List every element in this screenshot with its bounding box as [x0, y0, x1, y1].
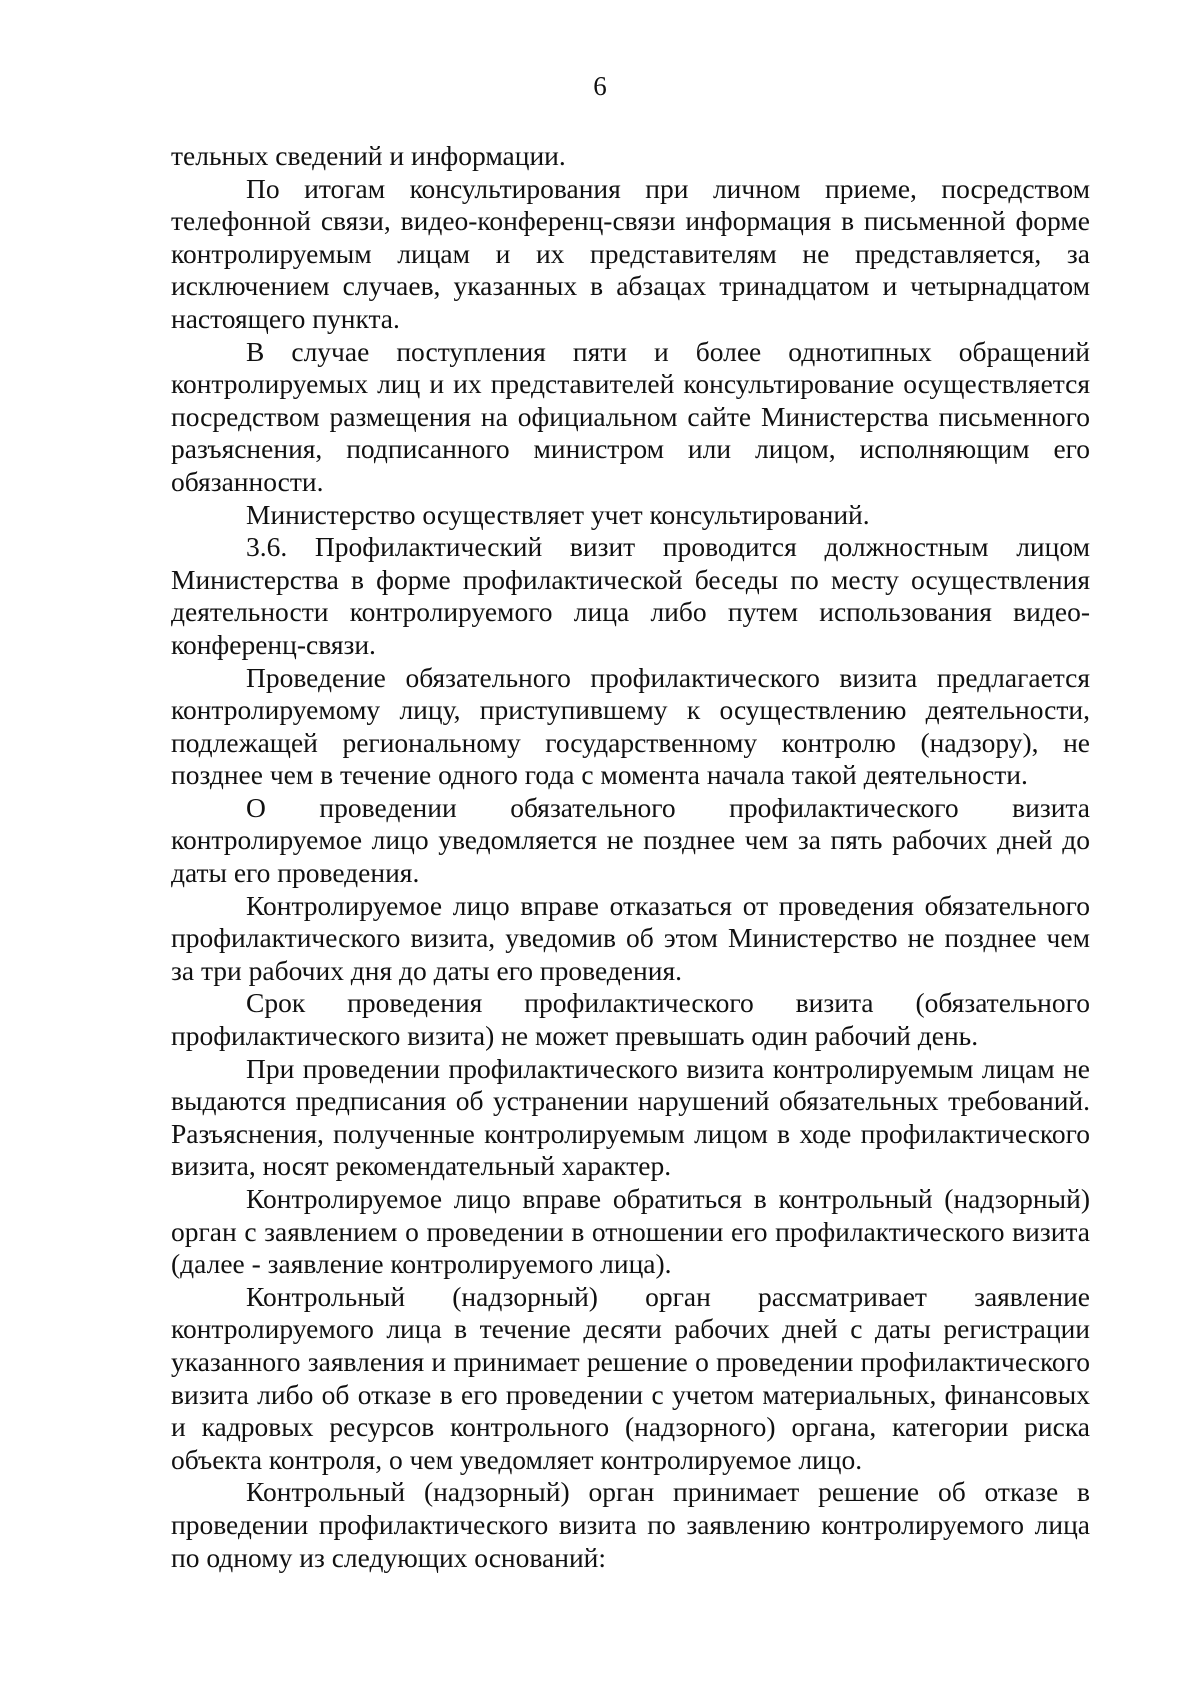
paragraph-no-orders: При проведении профилактического визита контролируемым лицам не выдаются предписания об устранении нарушений обязательных требований. Разъяснения, полученные контролируемым лицом в ходе профилактического визита, носят рекомендательный характер. — [171, 1052, 1090, 1182]
paragraph-similar-requests: В случае поступления пяти и более однотипных обращений контролируемых лиц и их представителей консультирование осуществляется посредством размещения на официальном сайте Министерства письменного разъяснения, подписанного министром или лицом, исполняющим его обязанности. — [171, 335, 1090, 497]
document-body — [171, 140, 1090, 1574]
paragraph-consultation-result: По итогам консультирования при личном приеме, посредством телефонной связи, видео-конференц-связи информация в письменной форме контролируемым лицам и их представителям не представляется, за исключением случаев, указанных в абзацах тринадцатом и четырнадцатом настоящего пункта. — [171, 172, 1090, 334]
paragraph-visit-refusal: Контролируемое лицо вправе отказаться от проведения обязательного профилактического визита, уведомив об этом Министерство не позднее чем за три рабочих дня до даты его проведения. — [171, 889, 1090, 986]
paragraph-visit-duration: Срок проведения профилактического визита (обязательного профилактического визита) не может превышать один рабочий день. — [171, 987, 1090, 1052]
paragraph-3-6-preventive-visit: 3.6. Профилактический визит проводится должностным лицом Министерства в форме профилактической беседы по месту осуществления деятельности контролируемого лица либо путем использования видео-конференц-связи. — [171, 531, 1090, 660]
paragraph-refusal-grounds: Контрольный (надзорный) орган принимает решение об отказе в проведении профилактического визита по заявлению контролируемого лица по одному из следующих оснований: — [171, 1476, 1090, 1573]
paragraph-continuation: тельных сведений и информации. — [171, 140, 566, 171]
paragraph-visit-notification: О проведении обязательного профилактического визита контролируемое лицо уведомляется не позднее чем за пять рабочих дней до даты его проведения. — [171, 791, 1090, 889]
paragraph-application-review: Контрольный (надзорный) орган рассматривает заявление контролируемого лица в течение десяти рабочих дней с даты регистрации указанного заявления и принимает решение о проведении профилактического визита либо об отказе в его проведении с учетом материальных, финансовых и кадровых ресурсов контрольного (надзорного) органа, категории риска объекта контроля, о чем уведомляет контролируемое лицо. — [171, 1280, 1090, 1475]
paragraph-consultation-accounting: Министерство осуществляет учет консультирований. — [246, 498, 870, 530]
paragraph-visit-application: Контролируемое лицо вправе обратиться в контрольный (надзорный) орган с заявлением о проведении в отношении его профилактического визита (далее - заявление контролируемого лица). — [171, 1183, 1090, 1280]
paragraph-mandatory-visit: Проведение обязательного профилактического визита предлагается контролируемому лицу, приступившему к осуществлению деятельности, подлежащей региональному государственному контролю (надзору), не позднее чем в течение одного года с момента начала такой деятельности. — [171, 661, 1090, 791]
page-number: 6 — [593, 71, 607, 101]
